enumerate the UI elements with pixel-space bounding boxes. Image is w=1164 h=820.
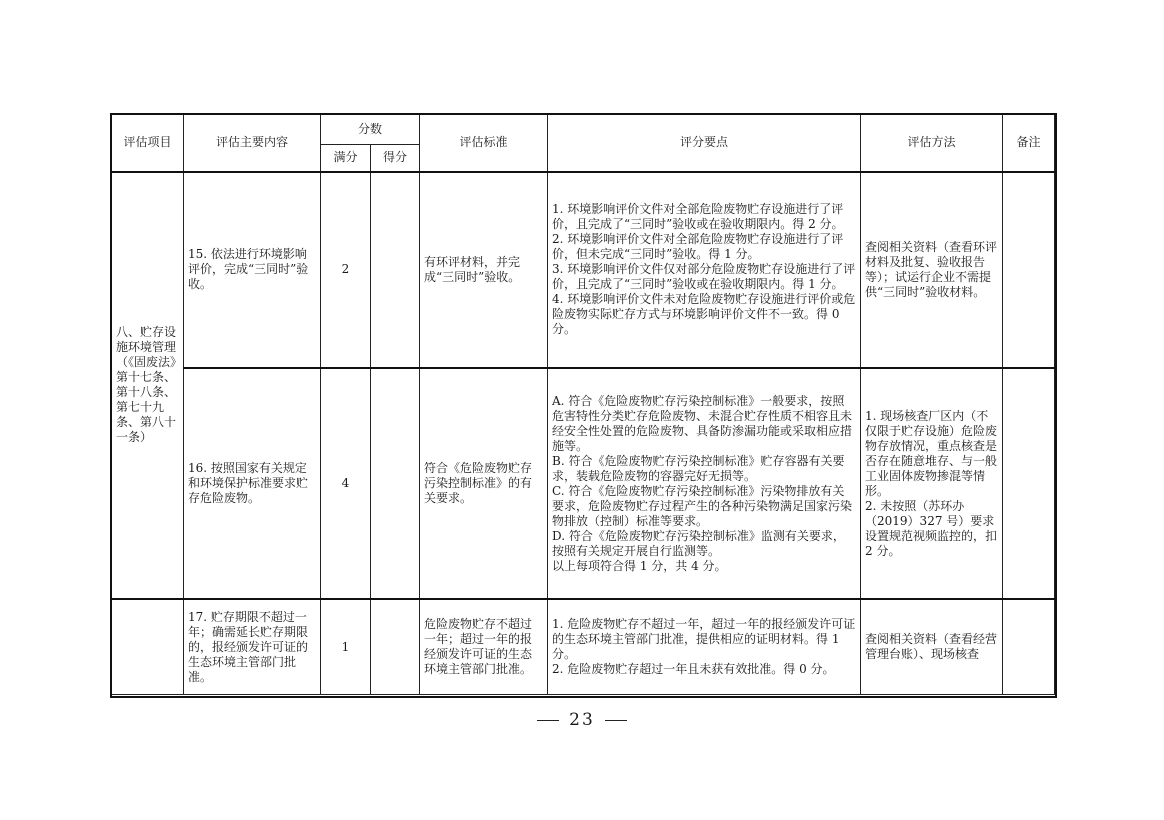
- page-number: 23: [569, 710, 595, 730]
- full-score-cell: 4: [321, 368, 371, 599]
- point-line: 1. 环境影响评价文件对全部危险废物贮存设施进行了评价，且完成了“三同时”验收或在验收期限内。得 2 分。: [552, 202, 844, 232]
- method-cell: [861, 368, 1003, 599]
- point-line: 4. 环境影响评价文件未对危险废物贮存设施进行评价或危险废物实际贮存方式与环境影响评价文件不一致。得 0 分。: [552, 292, 856, 337]
- method-cell: 查阅相关资料（查看经营管理台账）、现场核查: [861, 599, 1003, 694]
- points-cell: [548, 599, 861, 694]
- category-cell: 八、贮存设施环境管理（《固废法》第十七条、第十八条、第七十九条、第八十一条）: [112, 172, 184, 600]
- header-got-score: 得分: [371, 145, 420, 172]
- note-cell: [1003, 172, 1055, 368]
- category-cell-empty: [112, 599, 184, 694]
- table-row: [112, 172, 1055, 368]
- point-line: 1. 危险废物贮存不超过一年，超过一年的报经颁发许可证的生态环境主管部门批准，提供相应的证明材料。得 1 分。: [552, 617, 856, 662]
- point-line: C. 符合《危险废物贮存污染控制标准》污染物排放有关要求，危险废物贮存过程产生的各种污染物满足国家污染物排放（控制）标准等要求。: [552, 483, 853, 528]
- points-cell: [548, 172, 861, 368]
- table-row: [112, 599, 1055, 694]
- standard-cell: 有环评材料，并完成“三同时”验收。: [420, 172, 548, 368]
- page-number-footer: [0, 710, 1164, 730]
- content-cell: 16. 按照国家有关规定和环境保护标准要求贮存危险废物。: [184, 368, 321, 599]
- note-cell: [1003, 368, 1055, 599]
- content-cell: 15. 依法进行环境影响评价，完成“三同时”验收。: [184, 172, 321, 368]
- evaluation-table: [111, 114, 1055, 695]
- header-note: 备注: [1003, 115, 1055, 172]
- header-item: 评估项目: [112, 115, 184, 172]
- content-cell: 17. 贮存期限不超过一年；确需延长贮存期限的，报经颁发许可证的生态环境主管部门批准。: [184, 599, 321, 694]
- got-score-cell: [371, 599, 420, 694]
- got-score-cell: [371, 368, 420, 599]
- point-line: B. 符合《危险废物贮存污染控制标准》贮存容器有关要求，装载危险废物的容器完好无损等。: [552, 453, 845, 483]
- point-line: A. 符合《危险废物贮存污染控制标准》一般要求，按照危害特性分类贮存危险废物、未混合贮存性质不相容且未经安全性处置的危险废物、具备防渗漏功能或采取相应措施等。: [552, 393, 853, 453]
- method-cell: 查阅相关资料（查看环评材料及批复、验收报告等）；试运行企业不需提供“三同时”验收材料。: [861, 172, 1003, 368]
- full-score-cell: 2: [321, 172, 371, 368]
- header-row-1: [112, 115, 1055, 145]
- table-row: [112, 368, 1055, 599]
- dash-left: [537, 720, 559, 721]
- header-method: 评估方法: [861, 115, 1003, 172]
- dash-right: [605, 720, 627, 721]
- header-content: 评估主要内容: [184, 115, 321, 172]
- point-line: 以上每项符合得 1 分，共 4 分。: [552, 558, 727, 573]
- point-line: 3. 环境影响评价文件仅对部分危险废物贮存设施进行了评价，且完成了“三同时”验收或在验收期限内。得 1 分。: [552, 262, 856, 292]
- header-full-score: 满分: [321, 145, 371, 172]
- got-score-cell: [371, 172, 420, 368]
- full-score-cell: 1: [321, 599, 371, 694]
- point-line: 2. 环境影响评价文件对全部危险废物贮存设施进行了评价，但未完成“三同时”验收。得 1 分。: [552, 232, 844, 262]
- header-score: 分数: [321, 115, 420, 145]
- point-line: 2. 危险废物贮存超过一年且未获有效批准。得 0 分。: [552, 662, 835, 677]
- points-cell: [548, 368, 861, 599]
- point-line: D. 符合《危险废物贮存污染控制标准》监测有关要求，按照有关规定开展自行监测等。: [552, 528, 845, 558]
- header-points: 评分要点: [548, 115, 861, 172]
- standard-cell: 危险废物贮存不超过一年；超过一年的报经颁发许可证的生态环境主管部门批准。: [420, 599, 548, 694]
- method-line: 2. 未按照（苏环办（2019）327 号）要求设置规范视频监控的，扣 2 分。: [865, 498, 998, 558]
- method-line: 1. 现场核查厂区内（不仅限于贮存设施）危险废物存放情况，重点核查是否存在随意堆存、与一般工业固体废物掺混等情形。: [865, 408, 998, 498]
- header-standard: 评估标准: [420, 115, 548, 172]
- note-cell: [1003, 599, 1055, 694]
- standard-cell: 符合《危险废物贮存污染控制标准》的有关要求。: [420, 368, 548, 599]
